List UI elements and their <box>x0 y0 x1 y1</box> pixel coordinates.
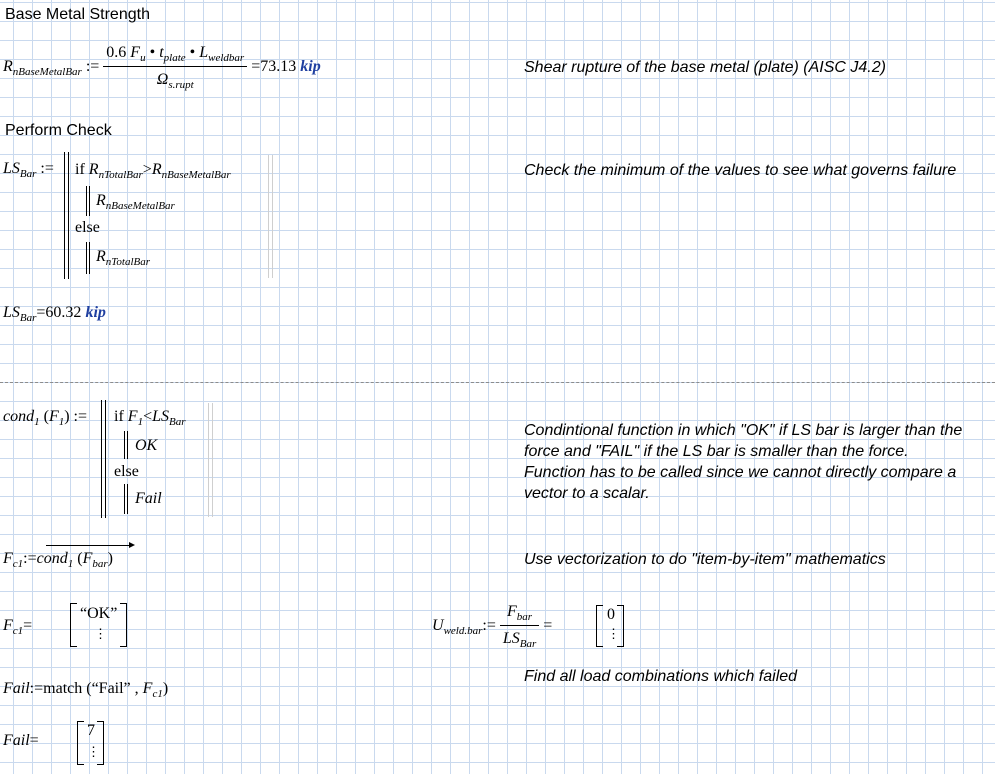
unit-kip: kip <box>300 58 321 76</box>
comment-find-failed[interactable]: Find all load combinations which failed <box>524 668 798 685</box>
fail-first-element: 7 <box>87 722 95 739</box>
sub-bar: Bar <box>169 416 186 428</box>
sub-plate: plate <box>163 52 186 64</box>
lhs-fail: Fail <box>3 680 30 697</box>
ls-bar-result[interactable] <box>3 304 106 324</box>
dot-op: • <box>189 44 196 61</box>
var-R: R <box>151 161 162 178</box>
arg-F: F <box>142 680 153 697</box>
function-name: cond <box>3 408 35 425</box>
var-F: F <box>507 603 517 620</box>
function-name: cond <box>36 550 68 567</box>
unit-kip: kip <box>85 304 106 321</box>
lhs-F: F <box>3 550 13 567</box>
assign-operator: := <box>23 550 37 567</box>
var-LS: LS <box>152 408 169 425</box>
sub-weldbar: weldbar <box>208 52 245 64</box>
lhs-subscript: Bar <box>19 312 37 324</box>
close-paren: ) <box>107 550 113 567</box>
program-if-line[interactable] <box>75 161 231 181</box>
cond-program-bar <box>101 400 106 518</box>
var-R: R <box>88 161 99 178</box>
lt-operator: < <box>143 408 153 425</box>
u-first-element: 0 <box>607 606 615 623</box>
lhs-subscript: nBaseMetalBar <box>12 66 82 79</box>
result-value: =60.32 <box>36 304 82 321</box>
fc1-first-element: “OK” <box>80 605 118 622</box>
fail-result-lhs[interactable] <box>3 732 39 750</box>
vectorize-arrow-icon <box>46 545 133 546</box>
sub-weld-bar: weld.bar <box>443 625 483 638</box>
comment-check-minimum[interactable]: Check the minimum of the values to see what governs failure <box>524 162 957 179</box>
cond-then-bar <box>124 431 128 459</box>
vectorized-assignment[interactable] <box>3 550 113 570</box>
section-heading-perform-check: Perform Check <box>5 122 112 139</box>
sub-bar: bar <box>516 611 533 623</box>
equals-operator: = <box>543 617 553 635</box>
result-value: =73.13 <box>251 58 297 76</box>
lhs-symbol: LS <box>3 160 20 177</box>
lhs-symbol: R <box>3 58 13 76</box>
program-then-value[interactable] <box>96 192 175 212</box>
matrix-left-bracket <box>70 603 77 647</box>
if-keyword: if <box>114 408 128 425</box>
u-weld-fraction <box>500 603 539 650</box>
lhs-U: U <box>432 617 444 635</box>
program-else-value[interactable] <box>96 248 150 268</box>
param-subscript: 1 <box>58 416 65 428</box>
cond-if-line[interactable] <box>114 408 186 428</box>
u-vdots: ⋮ <box>607 626 620 641</box>
dot-op: • <box>149 44 156 61</box>
program-block-bar <box>64 152 69 279</box>
sub-nbasemetalbar: nBaseMetalBar <box>105 200 175 212</box>
assign-operator: := <box>85 58 100 76</box>
var-F: F <box>127 408 138 425</box>
section-heading-base-metal: Base Metal Strength <box>5 6 150 23</box>
u-weld-bar-equation[interactable] <box>432 603 552 650</box>
cond-then-ok[interactable]: OK <box>135 437 158 454</box>
lhs-symbol: LS <box>3 304 20 321</box>
open-paren: ( <box>39 408 49 425</box>
lhs-F: F <box>3 617 13 634</box>
var-F: F <box>130 44 141 61</box>
match-function: match <box>43 680 87 697</box>
cond-else-bar <box>124 484 128 514</box>
var-LS: LS <box>502 630 520 647</box>
param-F: F <box>48 408 59 425</box>
arg-F: F <box>82 550 93 567</box>
assign-operator: := <box>40 160 54 177</box>
sub-c1: c1 <box>12 558 24 570</box>
u-matrix-left-bracket <box>596 605 603 647</box>
sub-srupt: s.rupt <box>168 79 194 91</box>
arg-fail-string: “Fail” <box>91 680 131 697</box>
fail-match-assignment[interactable] <box>3 680 168 700</box>
comment-conditional-function[interactable]: Condintional function in which "OK" if LS bar is larger than the force and "FAIL" if the LS bar is smaller than the force. Function has to be called since we cannot directly compare a vector to a scalar. <box>524 422 963 502</box>
comment-vectorization[interactable]: Use vectorization to do "item-by-item" mathematics <box>524 551 886 568</box>
close-paren: ) <box>162 680 169 697</box>
sub-ntotalbar: nTotalBar <box>98 169 143 181</box>
equals-operator: = <box>29 732 39 749</box>
fc1-result-lhs[interactable] <box>3 617 32 637</box>
cond-else-keyword: else <box>114 463 139 480</box>
assign-operator: := <box>29 680 44 697</box>
program-block-right-bar <box>268 155 273 278</box>
if-keyword: if <box>75 161 89 178</box>
function-subscript: 1 <box>67 558 74 570</box>
cond-function-lhs[interactable] <box>3 408 87 428</box>
open-paren: ( <box>86 680 92 697</box>
open-paren: ( <box>73 550 83 567</box>
assign-operator: := <box>73 408 88 425</box>
var-R: R <box>96 192 106 209</box>
var-R: R <box>96 248 106 265</box>
sub-nbasemetalbar: nBaseMetalBar <box>161 169 231 181</box>
assign-operator: := <box>482 617 496 635</box>
coefficient: 0.6 <box>106 44 131 61</box>
base-metal-strength-equation[interactable] <box>3 44 321 91</box>
sub-1: 1 <box>137 416 144 428</box>
fail-matrix-right-bracket <box>97 721 104 765</box>
lhs-subscript: Bar <box>19 168 37 180</box>
lhs-fail: Fail <box>3 732 30 749</box>
equals-operator: = <box>23 617 33 634</box>
then-branch-bar <box>86 186 90 216</box>
sub-bar: bar <box>92 558 108 570</box>
sub-Bar: Bar <box>519 638 537 650</box>
else-keyword: else <box>75 219 100 236</box>
gt-operator: > <box>142 161 152 178</box>
u-matrix-right-bracket <box>617 605 624 647</box>
matrix-right-bracket <box>120 603 127 647</box>
var-L: L <box>199 44 209 61</box>
comment-shear-rupture[interactable]: Shear rupture of the base metal (plate) (AISC J4.2) <box>524 59 886 76</box>
fail-matrix-left-bracket <box>77 721 84 765</box>
sub-ntotalbar: nTotalBar <box>105 256 151 268</box>
sub-c1: c1 <box>152 688 163 700</box>
ls-bar-lhs[interactable] <box>3 160 54 180</box>
function-subscript: 1 <box>34 416 40 428</box>
strength-fraction <box>103 44 247 91</box>
omega-symbol: Ω <box>156 71 169 88</box>
sub-u: u <box>140 52 146 64</box>
sub-c1: c1 <box>12 625 24 637</box>
cond-program-right-bar <box>208 403 213 517</box>
fc1-vdots: ⋮ <box>94 626 107 641</box>
region-divider <box>0 382 995 383</box>
cond-else-fail[interactable]: Fail <box>135 490 162 507</box>
close-paren: ) <box>64 408 70 425</box>
var-t: t <box>159 44 164 61</box>
else-branch-bar <box>86 242 90 274</box>
comma: , <box>130 680 143 697</box>
fail-vdots: ⋮ <box>87 744 100 759</box>
